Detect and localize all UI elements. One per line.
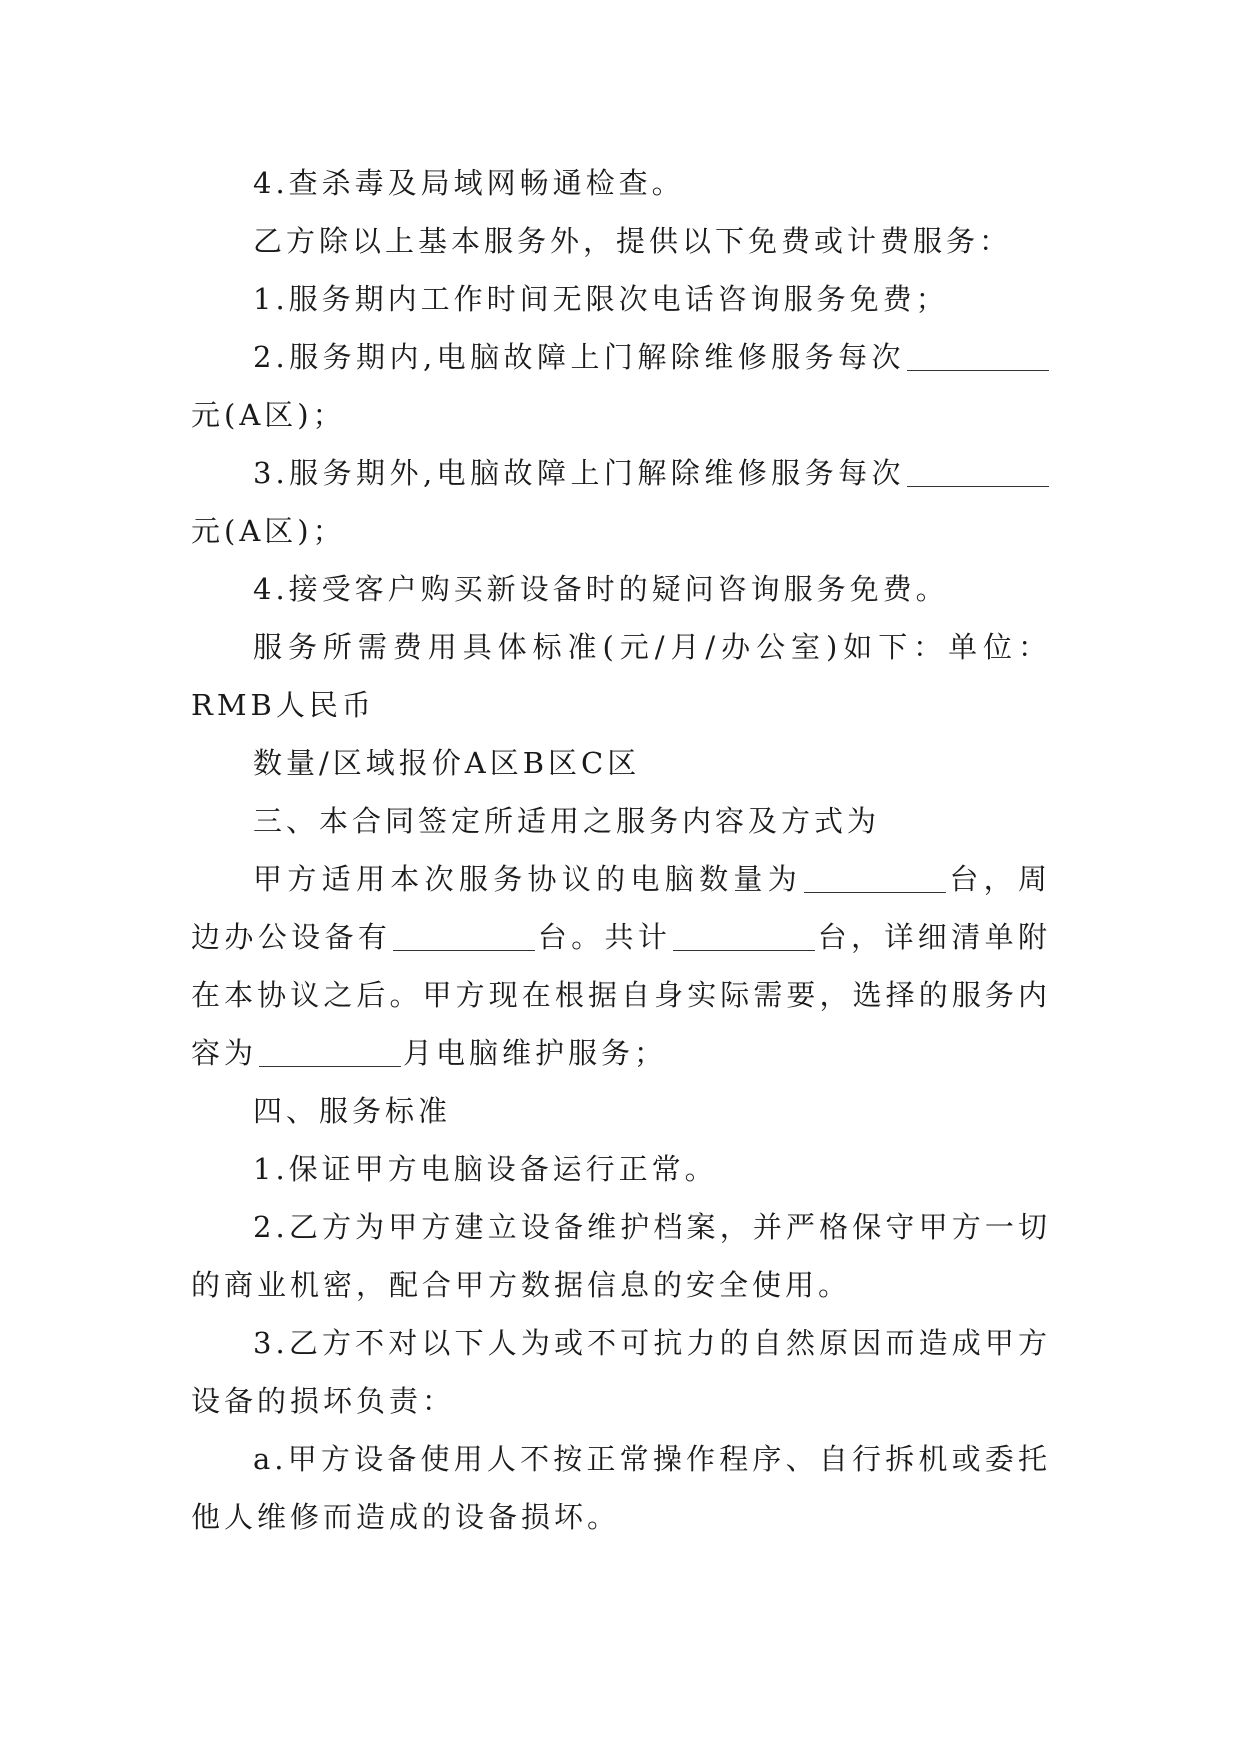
paragraph-quantity-region: 数量/区域报价A区B区C区 — [253, 746, 641, 780]
fill-blank — [393, 920, 535, 951]
section-heading-3: 三、本合同签定所适用之服务内容及方式为 — [253, 804, 881, 838]
paragraph-fee-standard: 服务所需费用具体标准(元/月/办公室)如下：单位：RMB人民币 — [191, 630, 1051, 722]
paragraph-device-count — [191, 850, 1051, 1082]
document-body — [191, 154, 1051, 1546]
device-count-text-5: 月电脑维护服务； — [403, 1036, 668, 1070]
fill-blank — [907, 456, 1049, 487]
paragraph-new-device-consult: 4.接受客户购买新设备时的疑问咨询服务免费。 — [253, 572, 949, 606]
in-period-repair-unit: 元(A区)； — [191, 398, 346, 432]
device-count-text-1: 甲方适用本次服务协议的电脑数量为 — [253, 862, 803, 896]
device-count-text-3: 台。共计 — [537, 920, 672, 954]
paragraph-phone-consult: 1.服务期内工作时间无限次电话咨询服务免费； — [253, 282, 949, 316]
paragraph-standard-2: 2.乙方为甲方建立设备维护档案，并严格保守甲方一切的商业机密，配合甲方数据信息的安全使用。 — [191, 1210, 1051, 1302]
in-period-repair-text: 2.服务期内,电脑故障上门解除维修服务每次 — [253, 340, 905, 374]
paragraph-in-period-repair — [191, 328, 1051, 444]
paragraph-item-4-antivirus: 4.查杀毒及局域网畅通检查。 — [253, 166, 685, 200]
fill-blank — [804, 862, 946, 893]
paragraph-standard-1: 1.保证甲方电脑设备运行正常。 — [253, 1152, 718, 1186]
paragraph-out-period-repair — [191, 444, 1051, 560]
device-count-text-4: 台，详细清单附在本协议之后。甲方现在根据自身实际需要，选择的服务内容为 — [191, 920, 1051, 1070]
device-count-text-2: 台，周边办公设备有 — [191, 862, 1051, 954]
fill-blank — [259, 1036, 401, 1067]
paragraph-additional-services: 乙方除以上基本服务外，提供以下免费或计费服务： — [253, 224, 1013, 258]
out-period-repair-text: 3.服务期外,电脑故障上门解除维修服务每次 — [253, 456, 905, 490]
section-heading-4: 四、服务标准 — [253, 1094, 452, 1128]
paragraph-standard-3: 3.乙方不对以下人为或不可抗力的自然原因而造成甲方设备的损坏负责： — [191, 1326, 1051, 1418]
fill-blank — [907, 340, 1049, 371]
paragraph-standard-3a: a.甲方设备使用人不按正常操作程序、自行拆机或委托他人维修而造成的设备损坏。 — [191, 1442, 1051, 1534]
fill-blank — [673, 920, 815, 951]
out-period-repair-unit: 元(A区)； — [191, 514, 346, 548]
